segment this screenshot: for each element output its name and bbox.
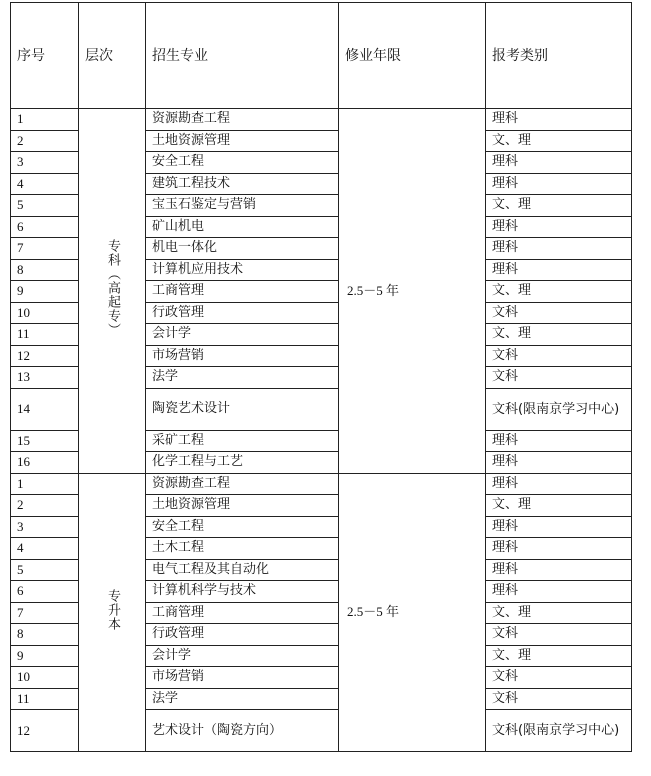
cell-major: 行政管理 (146, 624, 339, 646)
cell-no: 4 (11, 173, 79, 195)
cell-category: 理科 (486, 259, 632, 281)
header-category: 报考类别 (486, 3, 632, 109)
cell-no: 11 (11, 324, 79, 346)
cell-category: 文、理 (486, 324, 632, 346)
cell-major: 采矿工程 (146, 430, 339, 452)
cell-major: 市场营销 (146, 667, 339, 689)
header-major: 招生专业 (146, 3, 339, 109)
cell-no: 16 (11, 452, 79, 474)
cell-no: 11 (11, 688, 79, 710)
header-no: 序号 (11, 3, 79, 109)
header-row (11, 3, 632, 109)
cell-category: 理科 (486, 152, 632, 174)
cell-category: 文、理 (486, 195, 632, 217)
cell-major: 会计学 (146, 324, 339, 346)
cell-no: 15 (11, 430, 79, 452)
cell-no: 7 (11, 602, 79, 624)
header-level: 层次 (79, 3, 146, 109)
header-duration: 修业年限 (339, 3, 486, 109)
cell-category: 理科 (486, 559, 632, 581)
cell-no: 8 (11, 259, 79, 281)
cell-category: 文科 (486, 624, 632, 646)
cell-no: 2 (11, 130, 79, 152)
cell-category: 理科 (486, 238, 632, 260)
cell-major: 化学工程与工艺 (146, 452, 339, 474)
cell-category: 理科 (486, 538, 632, 560)
cell-major: 机电一体化 (146, 238, 339, 260)
table-row (11, 473, 632, 495)
cell-major: 安全工程 (146, 152, 339, 174)
cell-no: 6 (11, 581, 79, 603)
table-row (11, 109, 632, 131)
cell-category: 文科 (486, 302, 632, 324)
cell-category: 文科(限南京学习中心) (486, 710, 632, 752)
cell-category: 理科 (486, 173, 632, 195)
cell-major: 安全工程 (146, 516, 339, 538)
cell-no: 5 (11, 559, 79, 581)
cell-category: 文、理 (486, 602, 632, 624)
cell-major: 电气工程及其自动化 (146, 559, 339, 581)
cell-major: 会计学 (146, 645, 339, 667)
cell-no: 1 (11, 473, 79, 495)
cell-category: 文、理 (486, 281, 632, 303)
cell-no: 14 (11, 388, 79, 430)
cell-duration: 2.5－5 年 (339, 473, 486, 752)
cell-major: 计算机科学与技术 (146, 581, 339, 603)
cell-major: 宝玉石鉴定与营销 (146, 195, 339, 217)
cell-major: 建筑工程技术 (146, 173, 339, 195)
cell-major: 陶瓷艺术设计 (146, 388, 339, 430)
cell-no: 5 (11, 195, 79, 217)
cell-category: 理科 (486, 516, 632, 538)
cell-no: 1 (11, 109, 79, 131)
cell-major: 计算机应用技术 (146, 259, 339, 281)
cell-major: 法学 (146, 688, 339, 710)
cell-category: 理科 (486, 581, 632, 603)
cell-category: 理科 (486, 430, 632, 452)
cell-category: 文、理 (486, 645, 632, 667)
cell-major: 市场营销 (146, 345, 339, 367)
cell-no: 10 (11, 302, 79, 324)
cell-major: 土地资源管理 (146, 130, 339, 152)
table-body (11, 3, 632, 752)
cell-category: 理科 (486, 452, 632, 474)
cell-no: 12 (11, 710, 79, 752)
cell-no: 3 (11, 152, 79, 174)
cell-major: 资源勘查工程 (146, 473, 339, 495)
cell-level (79, 109, 146, 474)
cell-no: 6 (11, 216, 79, 238)
cell-category: 文科(限南京学习中心) (486, 388, 632, 430)
cell-major: 土地资源管理 (146, 495, 339, 517)
cell-major: 资源勘查工程 (146, 109, 339, 131)
cell-category: 文、理 (486, 495, 632, 517)
cell-category: 文科 (486, 367, 632, 389)
cell-major: 法学 (146, 367, 339, 389)
cell-category: 文科 (486, 688, 632, 710)
cell-no: 13 (11, 367, 79, 389)
cell-category: 理科 (486, 109, 632, 131)
cell-no: 4 (11, 538, 79, 560)
level-label: 专科（高起专） (105, 239, 120, 338)
cell-no: 2 (11, 495, 79, 517)
cell-category: 文科 (486, 667, 632, 689)
cell-major: 艺术设计（陶瓷方向） (146, 710, 339, 752)
cell-level (79, 473, 146, 752)
cell-no: 10 (11, 667, 79, 689)
cell-category: 文科 (486, 345, 632, 367)
cell-major: 行政管理 (146, 302, 339, 324)
cell-no: 7 (11, 238, 79, 260)
level-label: 专升本 (105, 588, 120, 631)
cell-no: 8 (11, 624, 79, 646)
enrollment-table (10, 2, 632, 752)
cell-category: 理科 (486, 216, 632, 238)
cell-major: 矿山机电 (146, 216, 339, 238)
cell-category: 文、理 (486, 130, 632, 152)
cell-no: 9 (11, 281, 79, 303)
cell-duration: 2.5－5 年 (339, 109, 486, 474)
cell-category: 理科 (486, 473, 632, 495)
cell-no: 3 (11, 516, 79, 538)
cell-major: 土木工程 (146, 538, 339, 560)
cell-major: 工商管理 (146, 602, 339, 624)
cell-major: 工商管理 (146, 281, 339, 303)
cell-no: 12 (11, 345, 79, 367)
cell-no: 9 (11, 645, 79, 667)
